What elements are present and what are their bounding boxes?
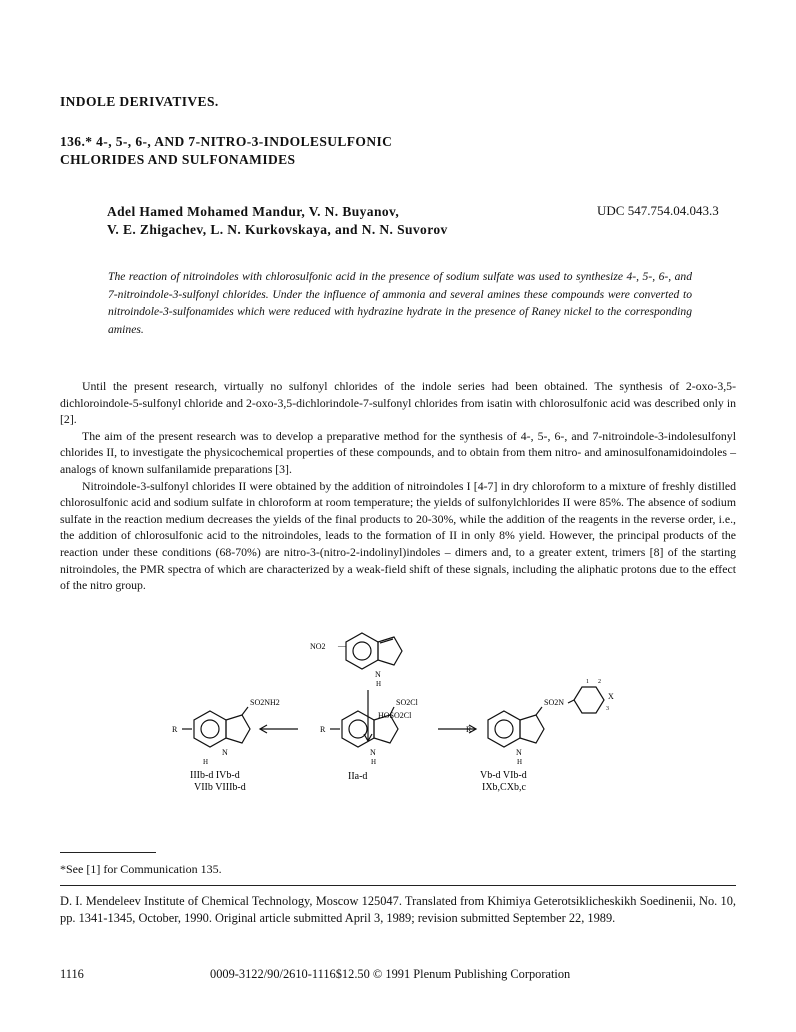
center-n-label: N xyxy=(370,748,376,757)
center-substituent: SO2Cl xyxy=(396,698,418,707)
center-h-label: H xyxy=(371,758,377,766)
authors-line-2: V. E. Zhigachev, L. N. Kurkovskaya, and N. N. Suvorov xyxy=(107,222,448,237)
left-substituent: SO2NH2 xyxy=(250,698,280,707)
left-compounds-line-1: IIIb-d IVb-d xyxy=(190,770,240,781)
reaction-scheme xyxy=(150,617,630,792)
copyright-line: 0009-3122/90/2610-1116$12.50 © 1991 Plenum Publishing Corporation xyxy=(210,967,571,981)
top-n-label: N xyxy=(375,670,381,679)
left-h-label: H xyxy=(203,758,209,766)
right-h-label: H xyxy=(517,758,523,766)
affiliation: D. I. Mendeleev Institute of Chemical Technology, Moscow 125047. Translated from Khimiya Geterotsiklicheskikh Soedinenii, No. 10, pp. 1341-1345, October, 1990. Original article submitted April 3, 1989; revision submitted September 22, 1989. xyxy=(60,894,736,926)
top-h-label: H xyxy=(376,680,382,688)
top-nitro-substituent: NO2 xyxy=(310,642,326,651)
reagent-label: HOSO2Cl xyxy=(378,711,412,720)
body-paragraph-1: Until the present research, virtually no sulfonyl chlorides of the indole series had been obtained. The synthesis of 2-oxo-3,5-dichloroindole-5-sulfonyl chloride and 2-oxo-3,5-dichlorindole-7-sulfonyl chlorides from isatin with chlorosulfonic acid was described only in [2]. xyxy=(60,379,736,427)
right-n-label: N xyxy=(516,748,522,757)
ring-number-2: 2 xyxy=(598,679,601,685)
right-substituent: SO2N xyxy=(544,698,565,707)
left-r-label: R xyxy=(172,725,178,734)
affiliation-divider xyxy=(60,885,736,886)
abstract: The reaction of nitroindoles with chlorosulfonic acid in the presence of sodium sulfate was used to synthesize 4-, 5-, 6-, and 7-nitroindole-3-sulfonyl chlorides. Under the influence of ammonia and several amines these compounds were converted to nitroindole-3-sulfonamides which were reduced with hydrazine hydrate in the presence of Raney nickel to the corresponding amines. xyxy=(108,270,692,337)
ring-number-1: 1 xyxy=(586,679,589,685)
footnote-divider xyxy=(60,852,156,853)
right-compounds-line-2: IXb,CXb,c xyxy=(482,782,526,792)
body-paragraph-2: The aim of the present research was to develop a preparative method for the synthesis of 4-, 5-, 6-, and 7-nitroindole-3-indolesulfonyl chlorides II, to investigate the physicochemical properties of these compounds, and to obtain from them nitro- and aminosulfonamidoindoles – analogs of known sulfanilamide preparations [3]. xyxy=(60,428,736,476)
authors-line-1: Adel Hamed Mohamed Mandur, V. N. Buyanov, xyxy=(107,204,400,219)
body-text xyxy=(60,378,736,594)
article-title xyxy=(60,133,392,169)
article-title-line-1: 136.* 4-, 5-, 6-, AND 7-NITRO-3-INDOLESULFONIC xyxy=(60,134,393,149)
udc-code: UDC 547.754.04.043.3 xyxy=(597,203,719,218)
left-n-label: N xyxy=(222,748,228,757)
body-paragraph-3: Nitroindole-3-sulfonyl chlorides II were obtained by the addition of nitroindoles I [4-7] in dry chloroform to a mixture of freshly distilled chlorosulfonic acid and sodium sulfate in chloroform at room temperature; the yields of sulfonylchlorides II were 85%. The absence of sodium sulfate in the reaction medium decreases the yields of the final products to 20-30%, while the addition of the reagents in the reverse order, i.e., the addition of chlorosulfonic acid to the nitroindoles, leads to the formation of II in only 8% yield. However, the principal products of the reaction under these conditions (68-70%) are nitro-3-(nitro-2-indolinyl)indoles – dimers and, to a greater extent, trimers [8] of the starting nitroindoles, the PMR spectra of which are characterized by a weak-field shift of these signals, including the aliphatic protons due to the effect of the nitro group. xyxy=(60,478,736,593)
right-compounds-line-1: Vb-d VIb-d xyxy=(480,770,527,781)
authors xyxy=(107,203,448,239)
center-r-label: R xyxy=(320,725,326,734)
ring-atom-x: X xyxy=(608,692,614,701)
top-bond-dash: — xyxy=(338,641,346,650)
article-title-line-2: CHLORIDES AND SULFONAMIDES xyxy=(60,152,296,167)
page-number: 1116 xyxy=(60,967,84,981)
center-compounds-label: IIa-d xyxy=(348,771,368,782)
right-r-label: R xyxy=(466,725,472,734)
left-compounds-line-2: VIIb VIIIb-d xyxy=(194,782,246,792)
ring-number-3: 3 xyxy=(606,706,609,712)
footnote: *See [1] for Communication 135. xyxy=(60,862,222,876)
series-title: INDOLE DERIVATIVES. xyxy=(60,94,219,109)
